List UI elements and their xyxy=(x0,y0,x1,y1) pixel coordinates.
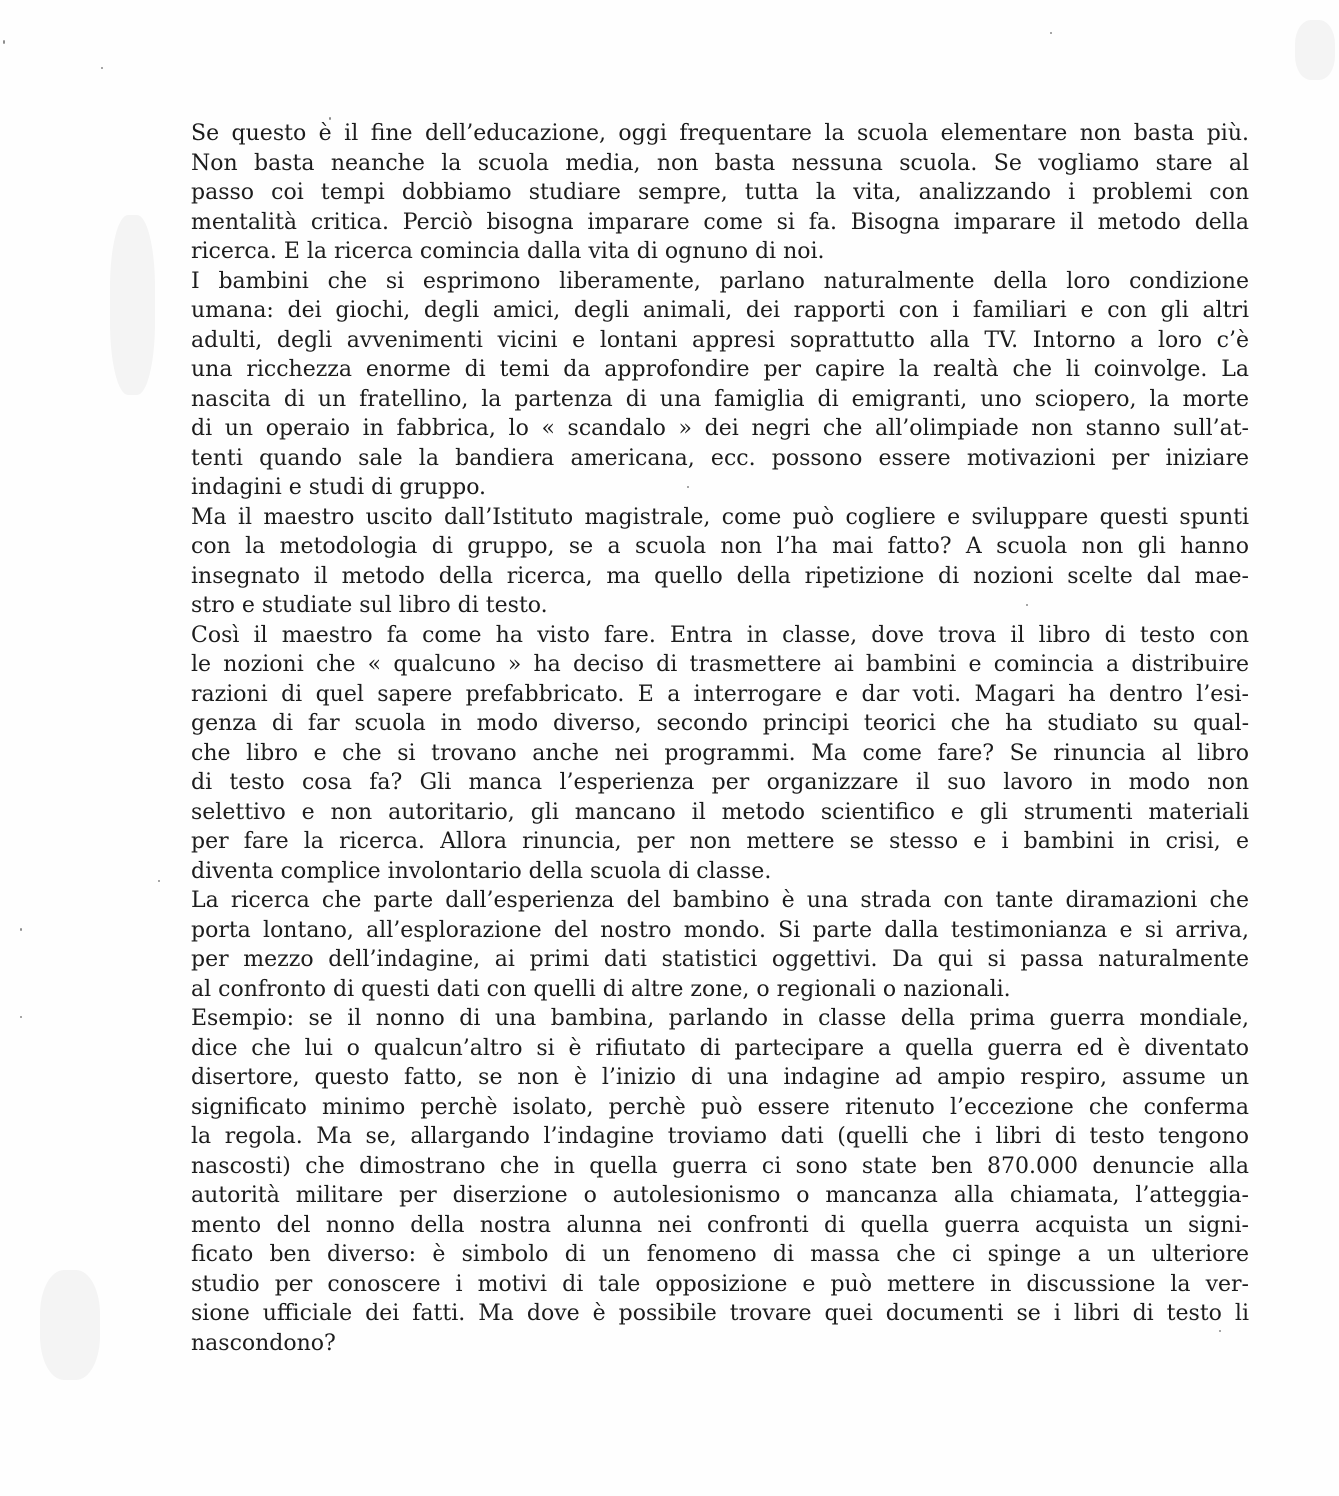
text-line: autorità militare per diserzione o autolesionismo o mancanza alla chiamata, l’atteggia- xyxy=(191,1183,1249,1208)
scan-speck xyxy=(101,67,103,69)
text-line: ficato ben diverso: è simbolo di un fenomeno di massa che ci spinge a un ulteriore xyxy=(191,1242,1249,1267)
scan-speck xyxy=(20,1016,22,1018)
text-line: razioni di quel sapere prefabbricato. E a interrogare e dar voti. Magari ha dentro l’esi- xyxy=(191,681,1249,707)
text-line: mentalità critica. Perciò bisogna imparare come si fa. Bisogna imparare il metodo della xyxy=(191,209,1249,235)
text-line: nascita di un fratellino, la partenza di una famiglia di emigranti, uno sciopero, la morte xyxy=(191,386,1249,412)
text-line: indagini e studi di gruppo. xyxy=(191,475,487,500)
scan-smudge xyxy=(40,1270,100,1380)
text-line: significato minimo perchè isolato, perchè può essere ritenuto l’eccezione che conferma xyxy=(191,1094,1249,1120)
text-line: che libro e che si trovano anche nei programmi. Ma come fare? Se rinuncia al libro xyxy=(191,740,1249,766)
text-line: disertore, questo fatto, se non è l’inizio di una indagine ad ampio respiro, assume un xyxy=(191,1065,1249,1090)
text-line: insegnato il metodo della ricerca, ma quello della ripetizione di nozioni scelte dal mae- xyxy=(191,563,1249,589)
text-line: per mezzo dell’indagine, ai primi dati statistici oggettivi. Da qui si passa naturalmente xyxy=(191,947,1249,972)
text-line: selettivo e non autoritario, gli mancano il metodo scientifico e gli strumenti materiali xyxy=(191,799,1249,825)
paragraph xyxy=(191,621,1249,887)
text-line: mento del nonno della nostra alunna nei confronti di quella guerra acquista un signi- xyxy=(191,1212,1249,1238)
text-line: ricerca. E la ricerca comincia dalla vita di ognuno di noi. xyxy=(191,239,825,264)
text-line: genza di far scuola in modo diverso, secondo principi teorici che ha studiato su qual- xyxy=(191,711,1249,736)
text-line: Non basta neanche la scuola media, non basta nessuna scuola. Se vogliamo stare al xyxy=(191,150,1249,176)
text-line: La ricerca che parte dall’esperienza del bambino è una strada con tante diramazioni che xyxy=(191,888,1249,913)
text-line: dice che lui o qualcun’altro si è rifiutato di partecipare a quella guerra ed è diventato xyxy=(191,1035,1249,1061)
paragraph xyxy=(191,503,1249,621)
text-line: una ricchezza enorme di temi da approfondire per capire la realtà che li coinvolge. La xyxy=(191,357,1249,382)
text-line: Ma il maestro uscito dall’Istituto magistrale, come può cogliere e sviluppare questi spunti xyxy=(191,504,1249,530)
text-line: stro e studiate sul libro di testo. xyxy=(191,593,548,618)
text-line: le nozioni che « qualcuno » ha deciso di trasmettere ai bambini e comincia a distribuire xyxy=(191,652,1249,677)
paragraph xyxy=(191,886,1249,1004)
text-line: con la metodologia di gruppo, se a scuola non l’ha mai fatto? A scuola non gli hanno xyxy=(191,534,1249,559)
scan-speck xyxy=(3,40,5,44)
text-line: diventa complice involontario della scuola di classe. xyxy=(191,858,772,884)
text-line: tenti quando sale la bandiera americana, ecc. possono essere motivazioni per iniziare xyxy=(191,445,1249,471)
text-line: al confronto di questi dati con quelli di altre zone, o regionali o nazionali. xyxy=(191,976,1011,1002)
text-line: di testo cosa fa? Gli manca l’esperienza per organizzare il suo lavoro in modo non xyxy=(191,770,1249,795)
text-line: I bambini che si esprimono liberamente, parlano naturalmente della loro condizione xyxy=(191,268,1249,294)
body-text xyxy=(191,119,1249,1358)
text-line: adulti, degli avvenimenti vicini e lontani appresi soprattutto alla TV. Intorno a loro c’è xyxy=(191,327,1249,353)
text-line: Se questo è il fine dell’educazione, oggi frequentare la scuola elementare non basta più. xyxy=(191,121,1249,146)
text-line: per fare la ricerca. Allora rinuncia, per non mettere se stesso e i bambini in crisi, e xyxy=(191,829,1249,854)
text-line: nascondono? xyxy=(191,1330,336,1356)
paragraph xyxy=(191,119,1249,267)
scan-speck xyxy=(20,928,22,931)
scan-speck xyxy=(158,880,160,882)
scan-speck xyxy=(1050,32,1052,34)
text-line: Così il maestro fa come ha visto fare. Entra in classe, dove trova il libro di testo con xyxy=(191,622,1249,648)
text-line: studio per conoscere i motivi di tale opposizione e può mettere in discussione la ver- xyxy=(191,1271,1249,1297)
text-line: porta lontano, all’esplorazione del nostro mondo. Si parte dalla testimonianza e si arriva, xyxy=(191,917,1249,943)
paragraph xyxy=(191,267,1249,503)
scan-smudge xyxy=(110,215,155,395)
scan-smudge xyxy=(1295,20,1335,80)
text-line: Esempio: se il nonno di una bambina, parlando in classe della prima guerra mondiale, xyxy=(191,1006,1249,1031)
text-line: passo coi tempi dobbiamo studiare sempre, tutta la vita, analizzando i problemi con xyxy=(191,180,1249,205)
text-line: umana: dei giochi, degli amici, degli animali, dei rapporti con i familiari e con gli altri xyxy=(191,298,1249,323)
text-line: la regola. Ma se, allargando l’indagine troviamo dati (quelli che i libri di testo tengono xyxy=(191,1124,1249,1149)
paragraph xyxy=(191,1004,1249,1358)
text-line: nascosti) che dimostrano che in quella guerra ci sono state ben 870.000 denuncie alla xyxy=(191,1153,1249,1179)
text-line: di un operaio in fabbrica, lo « scandalo » dei negri che all’olimpiade non stanno sull’at- xyxy=(191,416,1249,441)
text-line: sione ufficiale dei fatti. Ma dove è possibile trovare quei documenti se i libri di testo li xyxy=(191,1301,1249,1326)
